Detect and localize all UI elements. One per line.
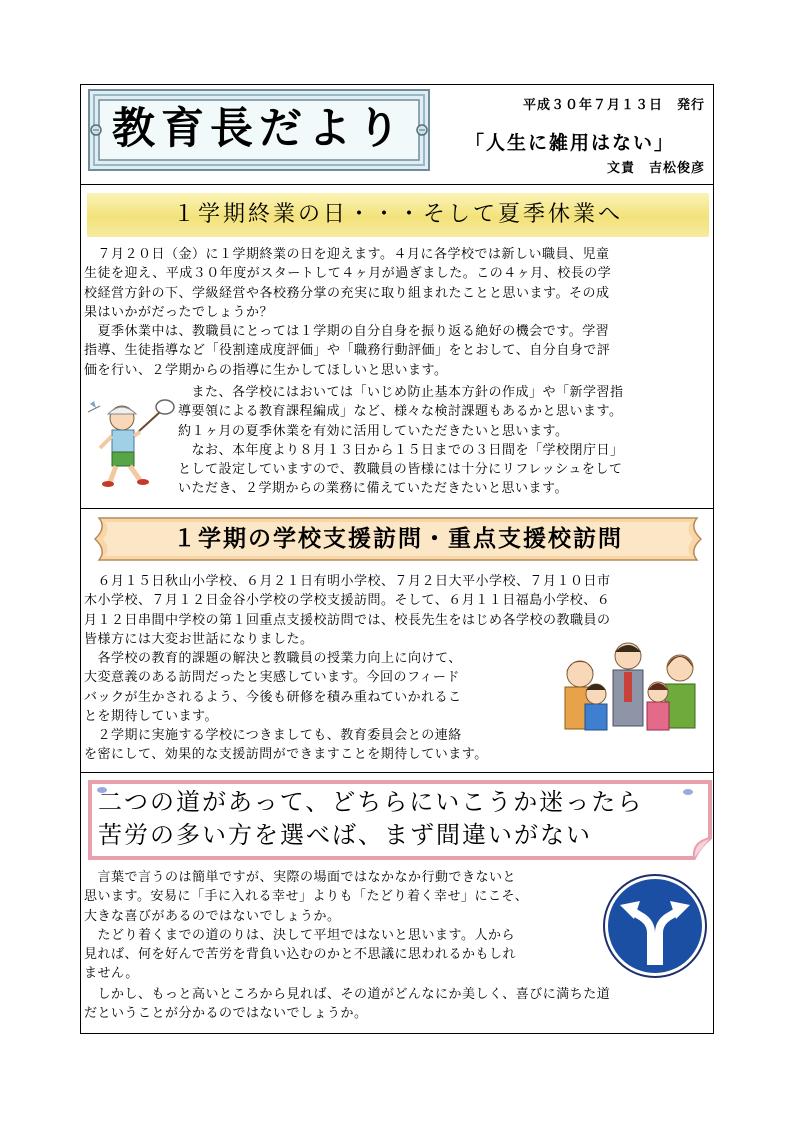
boy-with-net-illustration (86, 392, 178, 488)
section-divider (80, 184, 714, 185)
section-divider (80, 508, 714, 509)
author: 文責 吉松俊彦 (606, 161, 705, 176)
section3-heading-line2: 苦労の多い方を選べば、まず間違いがない (98, 821, 592, 849)
section3-heading-line1: 二つの道があって、どちらにいこうか迷ったら (98, 788, 644, 816)
section2-banner (89, 514, 707, 564)
section2-paragraph: ６月１５日秋山小学校、６月２１日有明小学校、７月２日大平小学校、７月１０日市 木小学校、７月１２日金谷小学校の学校支援訪問。そして、６月１１日福島小学校、６ 月１２日串間中学校の第１回重点支援校訪問では、校長先生をはじめ各学校の教職員の 皆様方には大変お世話になりました。 (84, 574, 611, 647)
issue-date: 平成３０年７月１３日 発行 (522, 98, 705, 113)
staff-group-illustration (555, 632, 710, 732)
section1-paragraph: ７月２０日（金）に１学期終業の日を迎えます。４月に各学校では新しい職員、児童 生徒を迎え、平成３０年度がスタートして４ヶ月が過ぎました。この４ヶ月、校長の学 校経営方針の下、学級経営や各校務分掌の充実に取り組まれたことと思います。その成 果はいかがだったでしょうか？ (84, 247, 612, 320)
newsletter-title: 教育長だより (112, 104, 406, 154)
section3-paragraph: しかし、もっと高いところから見れば、その道がどんなにか美しく、喜びに満ちた道 だということが分かるのではないでしょうか。 (84, 987, 611, 1022)
section2-paragraph: 各学校の教育的課題の解決と教職員の授業力向上に向けて、 大変意義のある訪問だったと実感しています。今回のフィード バックが生かされるよう、今後も研修を積み重ねていかれるこ とを期待しています。 ２学期に実施する学校につきましても、教育委員会との連絡 を密にして、効果的な支援訪問ができますことを期待しています。 (84, 651, 488, 763)
section3-banner (88, 780, 712, 860)
section3-paragraph: 言葉で言うのは簡単ですが、実際の場面ではなかなか行動できないと 思います。安易に「手に入れる幸せ」よりも「たどり着く幸せ」にこそ、 大きな喜びがあるのではないでしょうか。 たどり着くまでの道のりは、決して平坦ではないと思います。人から 見れば、何を好んで苦労を背負い込むのかと不思議に思われるかもしれ ません。 (84, 870, 529, 982)
section1-banner (87, 193, 709, 237)
section1-heading: １学期終業の日・・・そして夏季休業へ (172, 202, 623, 227)
split-direction-sign-icon (602, 873, 708, 979)
section1-paragraph: また、各学校にはおいては「いじめ防止基本方針の作成」や「新学習指 導要領による教育課程編成」など、様々な検討課題もあるかと思います。 約１ヶ月の夏季休業を有効に活用していただきたいと思います。 なお、本年度より８月１３日から１５日までの３日間を「学校閉庁日」 として設定していますので、教職員の皆様には十分にリフレッシュをして いただき、２学期からの業務に備えていただきたいと思います。 (178, 385, 624, 497)
section2-heading: １学期の学校支援訪問・重点支援校訪問 (173, 526, 623, 552)
section-divider (80, 772, 714, 773)
title-plate (88, 89, 430, 171)
section1-paragraph: 夏季休業中は、教職員にとっては１学期の自分自身を振り返る絶好の機会です。学習 指導、生徒指導など「役割達成度評価」や「職務行動評価」をとおして、自分自身で評 価を行い、２学期からの指導に生かしてほしいと思います。 (84, 324, 611, 378)
motto: 「人生に雑用はない」 (464, 132, 675, 154)
